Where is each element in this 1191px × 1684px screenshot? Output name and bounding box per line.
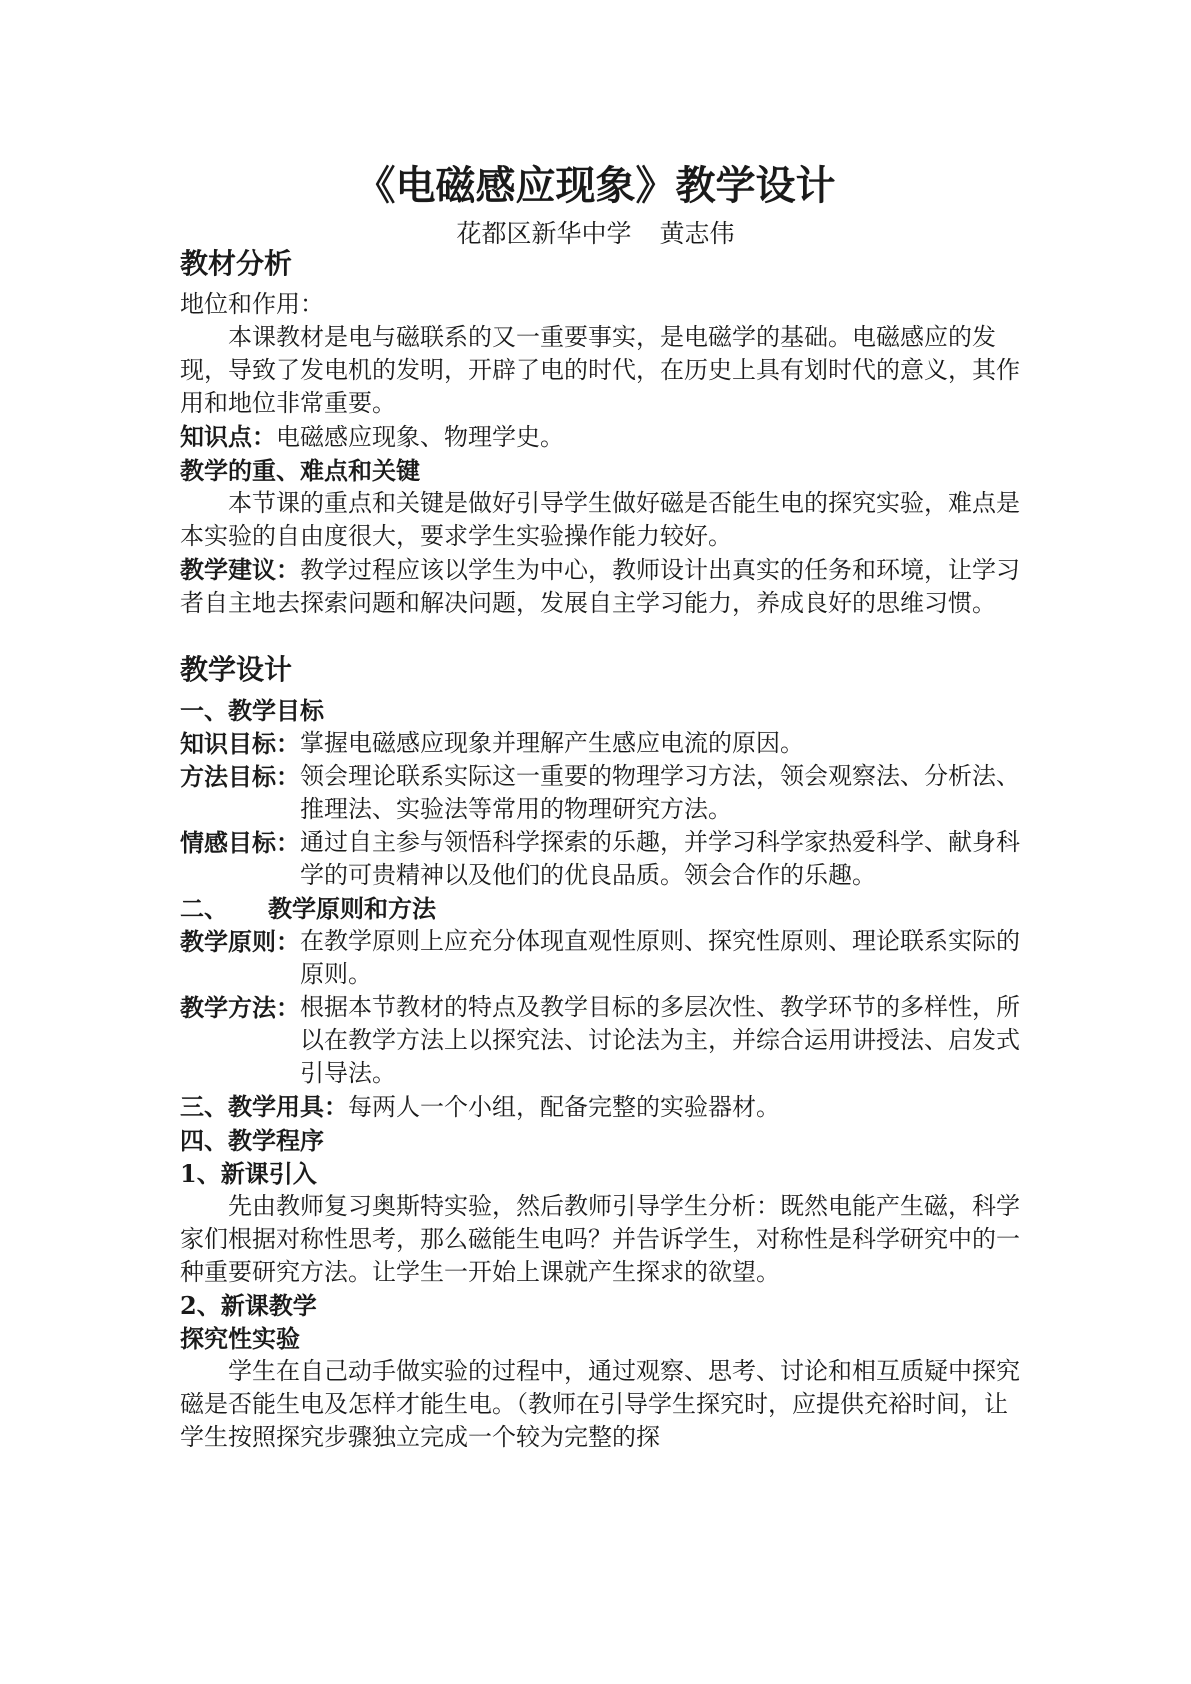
principles-num: 二、: [180, 894, 228, 923]
knowledge-text: 电磁感应现象、物理学史。: [276, 423, 564, 451]
goal-method-label: 方法目标：: [180, 762, 300, 791]
tools-line: [180, 1090, 1030, 1124]
procedure-heading: 四、教学程序: [180, 1126, 324, 1155]
method-text: 根据本节教材的特点及教学目标的多层次性、教学环节的多样性，所以在教学方法上以探究法、讨论法为主，并综合运用讲授法、启发式引导法。: [300, 993, 1020, 1087]
position-text: 本课教材是电与磁联系的又一重要事实，是电磁学的基础。电磁感应的发现，导致了发电机的发明，开辟了电的时代，在历史上具有划时代的意义，其作用和地位非常重要。: [180, 323, 1020, 417]
principles-heading: [180, 892, 1030, 925]
method-label: 教学方法：: [180, 993, 300, 1022]
knowledge-label: 知识点：: [180, 422, 276, 451]
author-school: 花都区新华中学: [456, 219, 632, 248]
analysis-block: [180, 288, 1030, 620]
position-label: 地位和作用：: [180, 290, 324, 318]
explore-heading: 探究性实验: [180, 1324, 300, 1353]
keypoints-text: 本节课的重点和关键是做好引导学生做好磁是否能生电的探究实验，难点是本实验的自由度很大，要求学生实验操作能力较好。: [180, 489, 1020, 550]
document-title: 《电磁感应现象》教学设计: [355, 162, 836, 209]
advice-label: 教学建议：: [180, 555, 300, 584]
teaching-heading: 2、新课教学: [180, 1291, 317, 1320]
author-name: 黄志伟: [659, 219, 735, 248]
goal-knowledge: [180, 727, 1030, 760]
section-heading-design: 教学设计: [180, 653, 293, 686]
intro-heading: 1、新课引入: [180, 1159, 317, 1188]
advice-text: 教学过程应该以学生为中心，教师设计出真实的任务和环境，让学习者自主地去探索问题和解决问题，发展自主学习能力，养成良好的思维习惯。: [180, 556, 1020, 617]
goal-method-text: 领会理论联系实际这一重要的物理学习方法，领会观察法、分析法、推理法、实验法等常用的物理研究方法。: [300, 762, 1020, 823]
section-heading-analysis: 教材分析: [180, 247, 293, 280]
goal-method: [180, 760, 1030, 826]
principle-label: 教学原则：: [180, 927, 300, 956]
principles-title: 教学原则和方法: [268, 894, 436, 923]
tools-text: 每两人一个小组，配备完整的实验器材。: [348, 1093, 780, 1121]
keypoints-label: 教学的重、难点和关键: [180, 456, 420, 485]
goal-emotion-label: 情感目标：: [180, 828, 300, 857]
design-block: [180, 694, 1030, 1454]
tools-label: 三、教学用具：: [180, 1092, 348, 1121]
goal-emotion: [180, 826, 1030, 892]
goal-knowledge-label: 知识目标：: [180, 729, 300, 758]
goal-emotion-text: 通过自主参与领悟科学探索的乐趣，并学习科学家热爱科学、献身科学的可贵精神以及他们的优良品质。领会合作的乐趣。: [300, 828, 1020, 889]
goals-heading: 一、教学目标: [180, 696, 324, 725]
explore-text: 学生在自己动手做实验的过程中，通过观察、思考、讨论和相互质疑中探究磁是否能生电及怎样才能生电。（教师在引导学生探究时，应提供充裕时间，让学生按照探究步骤独立完成一个较为完整的探: [180, 1357, 1020, 1451]
principle-text: 在教学原则上应充分体现直观性原则、探究性原则、理论联系实际的原则。: [300, 927, 1020, 988]
principle-item: [180, 925, 1030, 991]
advice-paragraph: [180, 553, 1030, 620]
knowledge-line: [180, 420, 1030, 454]
intro-text: 先由教师复习奥斯特实验，然后教师引导学生分析：既然电能产生磁，科学家们根据对称性思考，那么磁能生电吗？并告诉学生，对称性是科学研究中的一种重要研究方法。让学生一开始上课就产生探求的欲望。: [180, 1192, 1020, 1286]
goal-knowledge-text: 掌握电磁感应现象并理解产生感应电流的原因。: [300, 729, 804, 757]
method-item: [180, 991, 1030, 1090]
